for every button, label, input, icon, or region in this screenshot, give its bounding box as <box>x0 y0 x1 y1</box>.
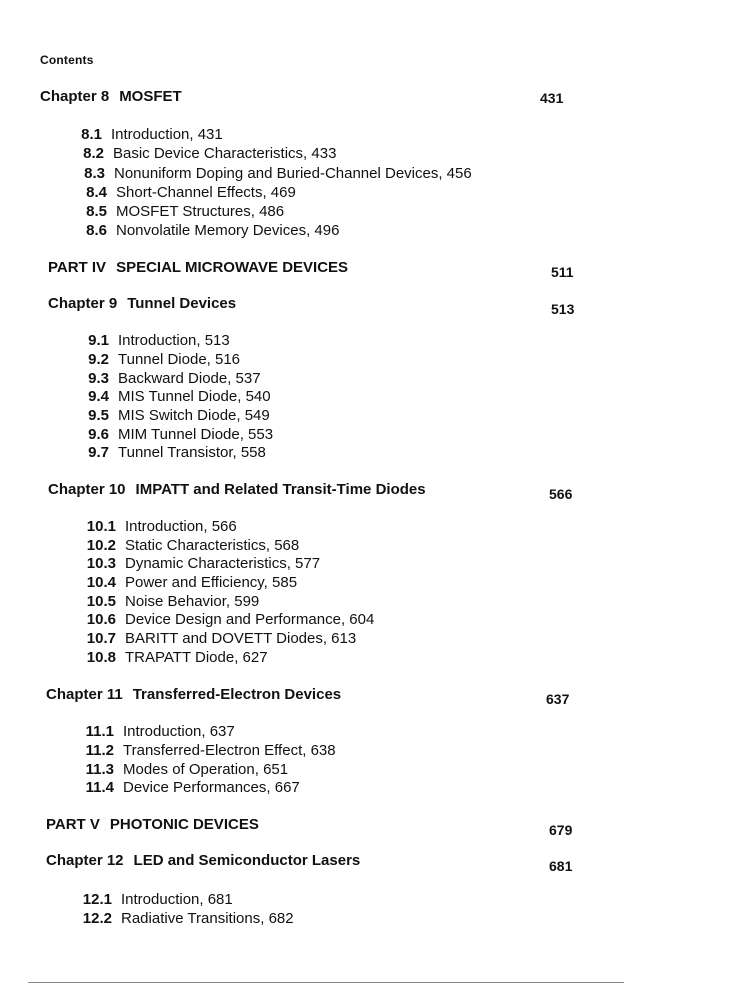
section-title: Tunnel Diode, 516 <box>118 351 241 368</box>
section-title: Short-Channel Effects, 469 <box>116 184 296 201</box>
part-4-page: 511 <box>551 264 574 280</box>
section-number: 9.6 <box>88 426 109 443</box>
section-number: 10.3 <box>86 555 116 572</box>
section-title: Nonvolatile Memory Devices, 496 <box>116 222 340 239</box>
section-title: Power and Efficiency, 585 <box>125 574 298 591</box>
section-number: 8.3 <box>84 165 105 182</box>
section-number: 8.4 <box>86 184 107 201</box>
section-title: MIS Switch Diode, 549 <box>118 407 270 424</box>
section-number: 10.8 <box>86 649 116 666</box>
section-number: 10.1 <box>86 518 116 535</box>
chapter-8-heading <box>40 88 182 105</box>
toc-entry <box>75 909 294 928</box>
toc-entry <box>72 125 223 144</box>
toc-entry <box>79 387 271 406</box>
toc-entry <box>77 202 284 221</box>
section-title: Device Performances, 667 <box>123 779 300 796</box>
part-title: SPECIAL MICROWAVE DEVICES <box>116 259 349 276</box>
toc-entry <box>79 573 297 592</box>
page-bottom-rule <box>28 982 624 983</box>
section-title: MIS Tunnel Diode, 540 <box>118 388 271 405</box>
section-title: Introduction, 513 <box>118 332 230 349</box>
section-title: Device Design and Performance, 604 <box>125 611 375 628</box>
section-title: Nonuniform Doping and Buried-Channel Devices, 456 <box>114 165 472 182</box>
toc-entry <box>79 536 299 555</box>
section-number: 11.3 <box>85 761 114 778</box>
section-title: Radiative Transitions, 682 <box>121 910 294 927</box>
section-title: Static Characteristics, 568 <box>125 537 300 554</box>
section-title: MIM Tunnel Diode, 553 <box>118 426 274 443</box>
toc-entry <box>79 443 266 462</box>
section-title: Tunnel Transistor, 558 <box>118 444 266 461</box>
section-title: Introduction, 431 <box>111 126 223 143</box>
section-number: 9.2 <box>88 351 109 368</box>
part-title: PHOTONIC DEVICES <box>109 816 259 833</box>
section-number: 9.1 <box>88 332 109 349</box>
toc-entry <box>79 517 237 536</box>
running-head: Contents <box>40 53 94 67</box>
toc-entry <box>79 425 273 444</box>
chapter-12-heading <box>46 852 360 869</box>
chapter-title: IMPATT and Related Transit-Time Diodes <box>135 481 426 498</box>
section-number: 11.2 <box>85 742 114 759</box>
section-title: Basic Device Characteristics, 433 <box>113 145 337 162</box>
chapter-title: Transferred-Electron Devices <box>132 686 342 703</box>
section-number: 9.5 <box>88 407 109 424</box>
section-title: Transferred-Electron Effect, 638 <box>123 742 336 759</box>
section-number: 9.3 <box>88 370 109 387</box>
chapter-label: Chapter 11 <box>46 686 123 703</box>
toc-entry <box>79 406 270 425</box>
toc-entry <box>77 221 339 240</box>
toc-entry <box>74 144 336 163</box>
section-number: 9.7 <box>88 444 109 461</box>
chapter-title: LED and Semiconductor Lasers <box>133 852 361 869</box>
chapter-label: Chapter 12 <box>46 852 124 869</box>
toc-entry <box>79 629 356 648</box>
section-number: 11.4 <box>85 779 114 796</box>
chapter-10-heading <box>48 481 426 498</box>
part-5-page: 679 <box>549 822 573 838</box>
toc-entry <box>79 369 261 388</box>
chapter-label: Chapter 10 <box>48 481 126 498</box>
part-label: PART V <box>46 816 100 833</box>
toc-entry <box>77 778 300 797</box>
section-number: 10.4 <box>86 574 116 591</box>
toc-entry <box>79 610 374 629</box>
chapter-label: Chapter 9 <box>48 295 118 312</box>
section-title: Introduction, 566 <box>125 518 237 535</box>
chapter-10-page: 566 <box>549 486 573 502</box>
section-title: BARITT and DOVETT Diodes, 613 <box>125 630 357 647</box>
toc-entry <box>77 722 235 741</box>
toc-entry <box>77 760 288 779</box>
section-title: TRAPATT Diode, 627 <box>125 649 268 666</box>
part-label: PART IV <box>48 259 107 276</box>
section-title: Dynamic Characteristics, 577 <box>125 555 321 572</box>
section-number: 12.2 <box>82 910 112 927</box>
section-title: MOSFET Structures, 486 <box>116 203 285 220</box>
chapter-title: Tunnel Devices <box>127 295 237 312</box>
section-number: 10.2 <box>86 537 116 554</box>
section-title: Introduction, 681 <box>121 891 233 908</box>
section-number: 8.6 <box>86 222 107 239</box>
chapter-label: Chapter 8 <box>40 88 110 105</box>
section-number: 8.1 <box>81 126 102 143</box>
toc-entry <box>77 183 296 202</box>
part-4-heading <box>48 259 348 276</box>
chapter-11-heading <box>46 686 341 703</box>
toc-entry <box>79 554 320 573</box>
toc-entry <box>75 164 472 183</box>
toc-entry <box>77 741 336 760</box>
section-number: 10.5 <box>86 593 116 610</box>
chapter-9-heading <box>48 295 236 312</box>
section-title: Backward Diode, 537 <box>118 370 261 387</box>
chapter-9-page: 513 <box>551 301 575 317</box>
chapter-8-page: 431 <box>540 90 564 106</box>
chapter-12-page: 681 <box>549 858 573 874</box>
section-number: 11.1 <box>85 723 114 740</box>
part-5-heading <box>46 816 259 833</box>
toc-entry <box>79 331 230 350</box>
section-number: 8.5 <box>86 203 107 220</box>
toc-entry <box>79 592 259 611</box>
section-number: 9.4 <box>88 388 109 405</box>
section-number: 10.6 <box>86 611 116 628</box>
section-number: 12.1 <box>82 891 112 908</box>
section-number: 10.7 <box>86 630 116 647</box>
section-title: Introduction, 637 <box>123 723 235 740</box>
section-title: Modes of Operation, 651 <box>123 761 289 778</box>
toc-entry <box>79 350 240 369</box>
chapter-11-page: 637 <box>546 691 570 707</box>
section-title: Noise Behavior, 599 <box>125 593 260 610</box>
toc-entry <box>75 890 233 909</box>
toc-entry <box>79 648 268 667</box>
chapter-title: MOSFET <box>119 88 182 105</box>
section-number: 8.2 <box>83 145 104 162</box>
